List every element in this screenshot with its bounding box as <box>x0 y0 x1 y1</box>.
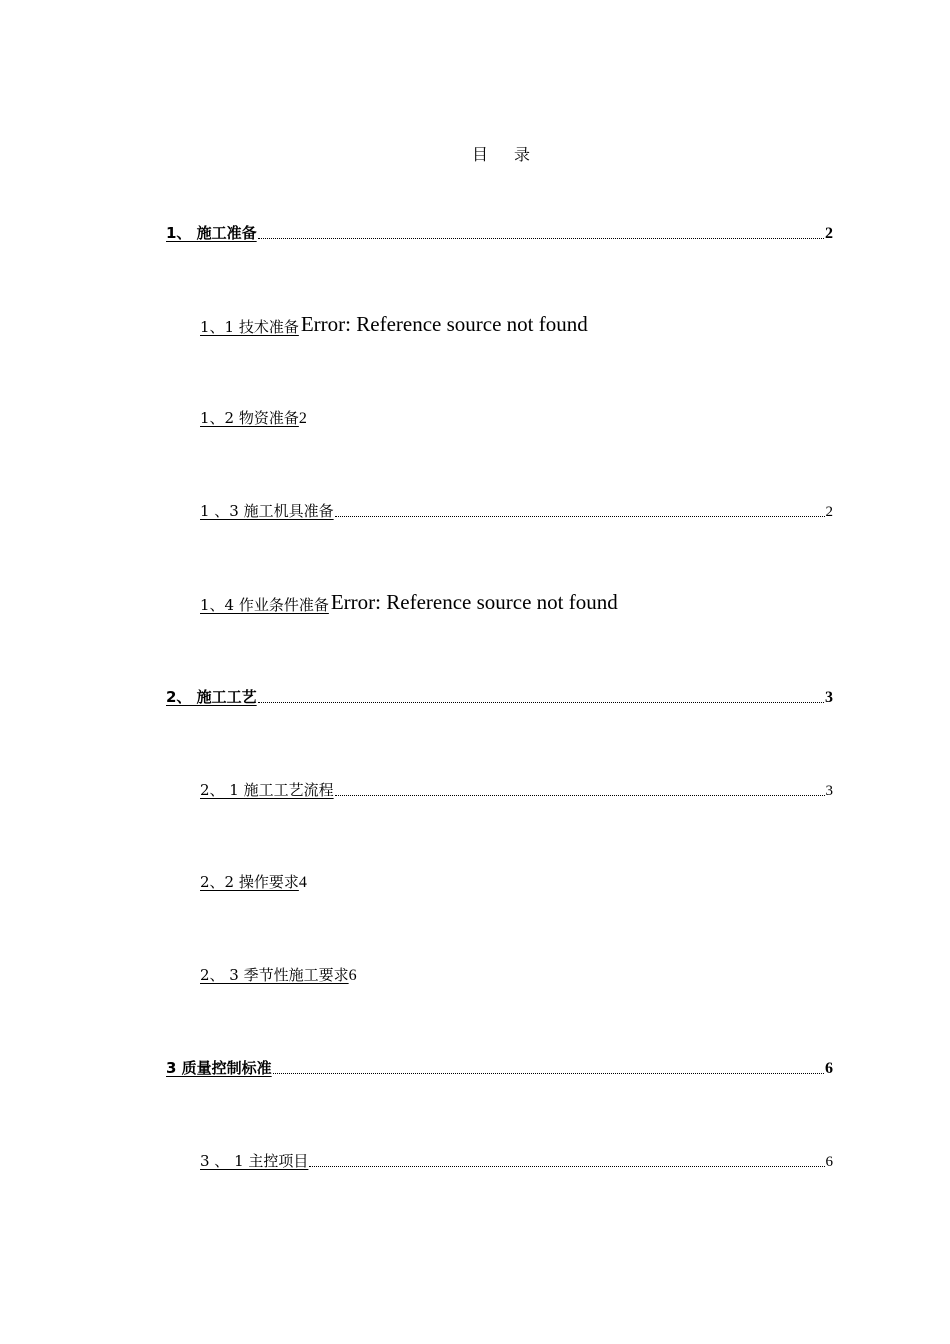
toc-entry-label[interactable]: 3 质量控制标准 <box>166 1059 272 1077</box>
toc-entry-1-4[interactable] <box>200 590 618 615</box>
toc-entry-label[interactable]: 1、1 技术准备 <box>200 318 299 336</box>
toc-leader-dots <box>335 795 825 796</box>
toc-entry-label[interactable]: 2、 1 施工工艺流程 <box>200 781 334 799</box>
toc-page-number: 6 <box>348 967 357 984</box>
toc-leader-dots <box>335 516 825 517</box>
reference-error-text: Error: Reference source not found <box>300 312 588 336</box>
toc-page-number: 3 <box>825 689 833 706</box>
toc-entry-3[interactable] <box>166 1057 833 1078</box>
toc-entry-1-2[interactable] <box>200 407 307 428</box>
toc-entry-label[interactable]: 1 、3 施工机具准备 <box>200 502 334 520</box>
toc-entry-1-3[interactable] <box>200 500 833 521</box>
toc-title <box>0 142 950 165</box>
toc-entry-2-3[interactable] <box>200 964 357 985</box>
toc-entry-label[interactable]: 2、2 操作要求 <box>200 873 299 891</box>
toc-entry-label[interactable]: 1、2 物资准备 <box>200 409 299 427</box>
toc-page-number: 6 <box>825 1060 833 1077</box>
toc-entry-2[interactable] <box>166 686 833 707</box>
toc-leader-dots <box>273 1073 824 1074</box>
toc-entry-label[interactable]: 1、 施工准备 <box>166 224 257 242</box>
toc-entry-label[interactable]: 2、 3 季节性施工要求 <box>200 966 349 984</box>
toc-entry-label[interactable]: 2、 施工工艺 <box>166 688 257 706</box>
toc-entry-3-1[interactable] <box>200 1150 833 1171</box>
toc-entry-1-1[interactable] <box>200 312 588 337</box>
toc-page-number: 2 <box>825 225 833 242</box>
toc-leader-dots <box>309 1166 824 1167</box>
toc-entry-2-1[interactable] <box>200 779 833 800</box>
toc-entry-label[interactable]: 1、4 作业条件准备 <box>200 596 329 614</box>
toc-page-number: 4 <box>298 874 307 891</box>
toc-page-number: 2 <box>825 504 833 520</box>
toc-leader-dots <box>258 238 824 239</box>
toc-page-number: 2 <box>298 410 307 427</box>
toc-leader-dots <box>258 702 824 703</box>
toc-page-number: 3 <box>825 783 833 799</box>
toc-entry-label[interactable]: 3 、 1 主控项目 <box>200 1152 309 1170</box>
toc-title-char-1: 目 <box>471 145 488 164</box>
toc-title-char-2: 录 <box>514 145 531 164</box>
reference-error-text: Error: Reference source not found <box>330 590 618 614</box>
toc-entry-2-2[interactable] <box>200 871 307 892</box>
toc-page-number: 6 <box>825 1154 833 1170</box>
toc-entry-1[interactable] <box>166 222 833 243</box>
